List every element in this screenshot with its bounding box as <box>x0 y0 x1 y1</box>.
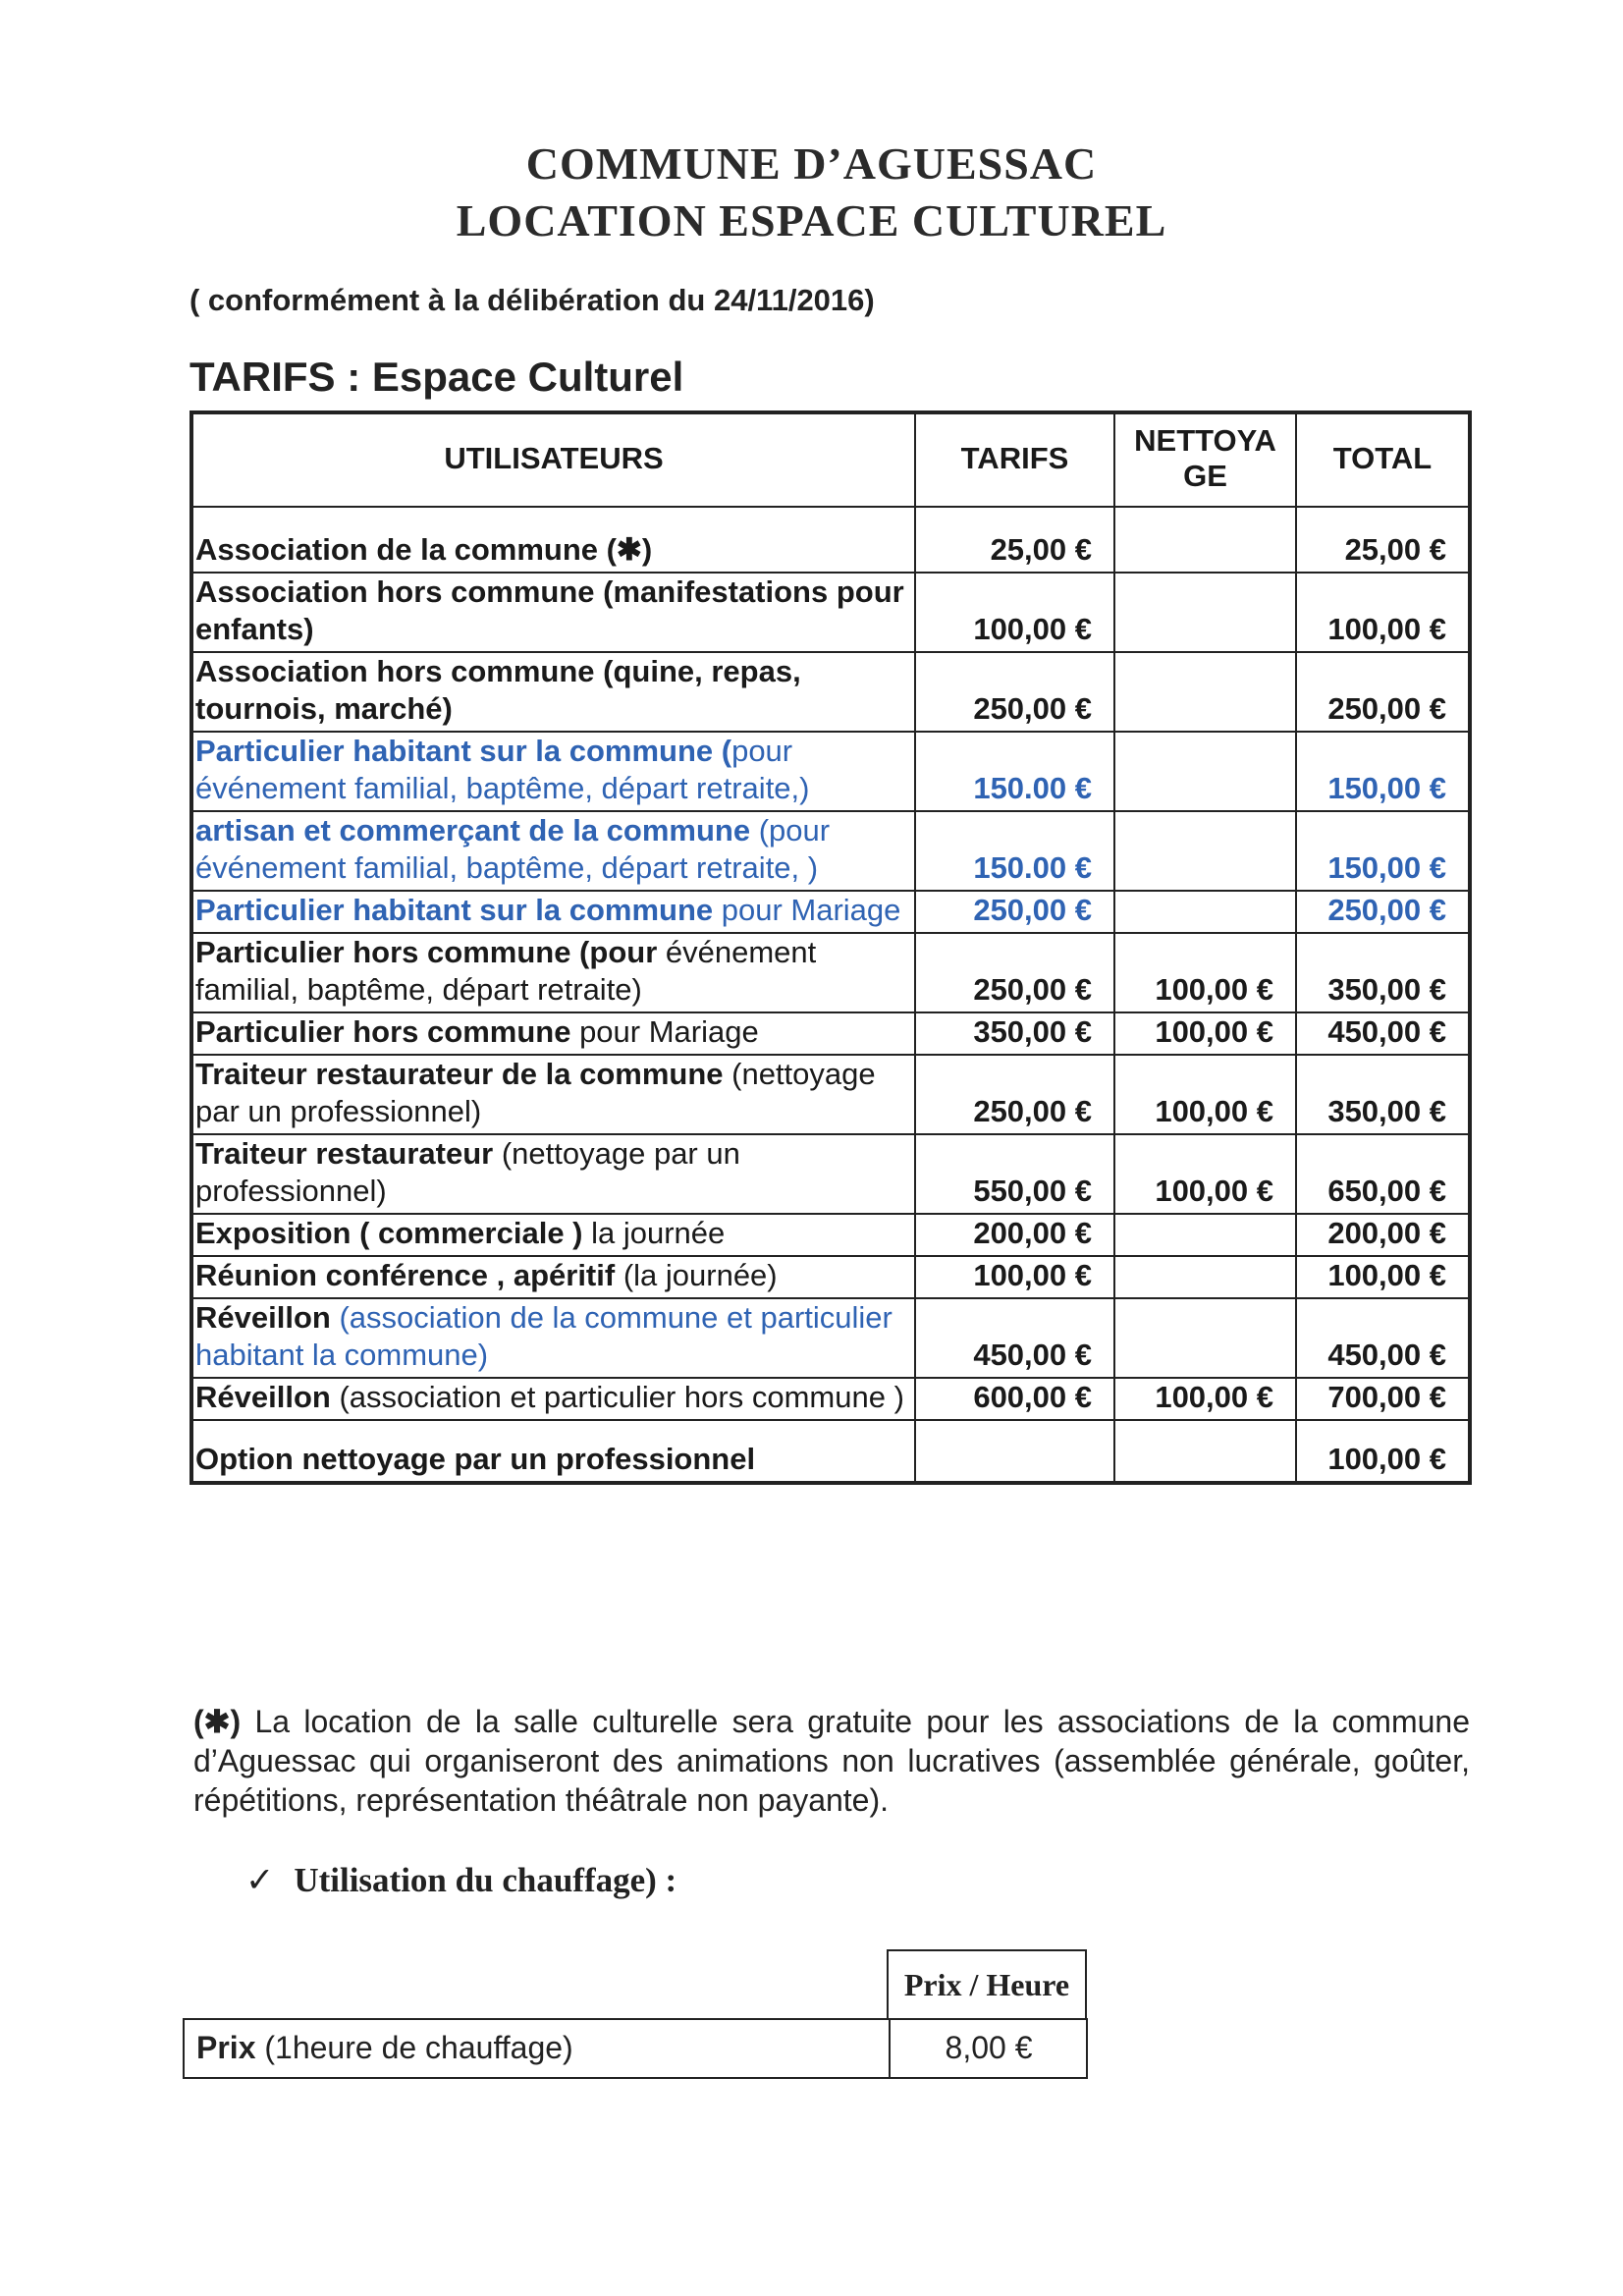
row-user-bold: Association hors commune (quine, repas, tournois, marché) <box>195 654 801 726</box>
table-row <box>191 1378 1470 1420</box>
row-tarif: 350,00 € <box>915 1012 1114 1055</box>
row-total: 100,00 € <box>1296 573 1470 652</box>
row-nettoyage <box>1114 573 1296 652</box>
heating-price: 8,00 € <box>945 2030 1033 2065</box>
row-user <box>191 891 915 933</box>
row-user-detail: (association et particulier hors commune ) <box>330 1380 904 1414</box>
row-nettoyage <box>1114 1214 1296 1256</box>
row-user <box>191 811 915 891</box>
heating-title <box>245 1861 676 1900</box>
table-row <box>191 507 1470 573</box>
row-total: 650,00 € <box>1296 1134 1470 1214</box>
row-user-detail: pour Mariage <box>713 893 901 927</box>
table-row <box>191 811 1470 891</box>
heating-row <box>183 2018 1088 2079</box>
row-nettoyage <box>1114 811 1296 891</box>
row-total: 350,00 € <box>1296 933 1470 1012</box>
row-tarif: 250,00 € <box>915 891 1114 933</box>
row-user <box>191 1134 915 1214</box>
row-user-detail: (nettoyage par un professionnel) <box>195 1057 876 1128</box>
row-user <box>191 1012 915 1055</box>
table-row <box>191 1134 1470 1214</box>
row-tarif: 150.00 € <box>915 732 1114 811</box>
row-user-detail: événement familial, baptême, départ retraite) <box>195 935 817 1007</box>
row-user-bold: artisan et commerçant de la commune <box>195 813 751 847</box>
footnote <box>193 1702 1470 1820</box>
row-total: 100,00 € <box>1296 1256 1470 1298</box>
row-nettoyage: 100,00 € <box>1114 933 1296 1012</box>
row-user-bold: Particulier habitant sur la commune <box>195 893 714 927</box>
row-user <box>191 1420 915 1483</box>
row-nettoyage <box>1114 891 1296 933</box>
row-nettoyage: 100,00 € <box>1114 1012 1296 1055</box>
table-row <box>191 1298 1470 1378</box>
row-user <box>191 1256 915 1298</box>
row-tarif: 250,00 € <box>915 652 1114 732</box>
row-user <box>191 507 915 573</box>
row-nettoyage <box>1114 732 1296 811</box>
footnote-text: La location de la salle culturelle sera gratuite pour les associations de la commune d’Aguessac qui organiseront des animations non lucratives (assemblée générale, goûter, répétitions, représentation théâtrale non payante). <box>193 1704 1470 1818</box>
row-total: 100,00 € <box>1296 1420 1470 1483</box>
heating-label-bold: Prix <box>196 2030 256 2065</box>
table-row <box>191 933 1470 1012</box>
header-users: UTILISATEURS <box>191 412 915 507</box>
row-total: 450,00 € <box>1296 1298 1470 1378</box>
row-nettoyage <box>1114 652 1296 732</box>
row-user-bold: Réunion conférence , apéritif <box>195 1258 616 1292</box>
heating-price-header: Prix / Heure <box>887 1949 1087 2018</box>
row-user <box>191 732 915 811</box>
table-row <box>191 1214 1470 1256</box>
row-user-detail: pour Mariage <box>570 1014 759 1049</box>
row-total: 150,00 € <box>1296 732 1470 811</box>
row-user-detail: pour événement familial, baptême, départ retraite,) <box>195 734 810 805</box>
row-tarif <box>915 1420 1114 1483</box>
row-tarif: 450,00 € <box>915 1298 1114 1378</box>
heating-label <box>196 2030 573 2066</box>
row-tarif: 100,00 € <box>915 1256 1114 1298</box>
table-row <box>191 891 1470 933</box>
row-user-detail: (nettoyage par un professionnel) <box>195 1136 740 1208</box>
row-user <box>191 933 915 1012</box>
row-tarif: 250,00 € <box>915 1055 1114 1134</box>
header-tarifs: TARIFS <box>915 412 1114 507</box>
row-user-bold: Association de la commune (✱) <box>195 532 653 567</box>
row-user-bold: Particulier hors commune <box>195 1014 571 1049</box>
row-nettoyage: 100,00 € <box>1114 1055 1296 1134</box>
row-total: 450,00 € <box>1296 1012 1470 1055</box>
title-line-1: COMMUNE D’AGUESSAC <box>525 138 1098 189</box>
row-user-bold: Particulier hors commune (pour <box>195 935 658 969</box>
row-total: 250,00 € <box>1296 652 1470 732</box>
table-row <box>191 1420 1470 1483</box>
header-nettoyage: NETTOYA GE <box>1114 412 1296 507</box>
row-user-bold: Traiteur restaurateur <box>195 1136 494 1171</box>
check-icon: ✓ <box>245 1861 275 1900</box>
deliberation-subtitle: ( conformément à la délibération du 24/11/2016) <box>189 283 875 317</box>
row-user-bold: Exposition ( commerciale ) <box>195 1216 583 1250</box>
heating-label-detail: (1heure de chauffage) <box>255 2030 573 2065</box>
row-user-detail: (pour événement familial, baptême, départ retraite, ) <box>195 813 831 885</box>
row-user <box>191 1298 915 1378</box>
row-user <box>191 652 915 732</box>
row-total: 150,00 € <box>1296 811 1470 891</box>
heating-title-text: Utilisation du chauffage) : <box>294 1861 677 1899</box>
row-total: 200,00 € <box>1296 1214 1470 1256</box>
row-total: 350,00 € <box>1296 1055 1470 1134</box>
row-user-detail: la journée <box>582 1216 726 1250</box>
heating-divider <box>889 2020 891 2077</box>
row-nettoyage <box>1114 1256 1296 1298</box>
row-user <box>191 573 915 652</box>
row-tarif: 550,00 € <box>915 1134 1114 1214</box>
row-tarif: 150.00 € <box>915 811 1114 891</box>
section-title: TARIFS : Espace Culturel <box>189 354 684 400</box>
row-user <box>191 1055 915 1134</box>
row-nettoyage <box>1114 1298 1296 1378</box>
title-line-2: LOCATION ESPACE CULTUREL <box>456 195 1167 246</box>
row-nettoyage <box>1114 507 1296 573</box>
row-user-bold: Option nettoyage par un professionnel <box>195 1442 756 1476</box>
row-user <box>191 1214 915 1256</box>
row-total: 25,00 € <box>1296 507 1470 573</box>
table-row <box>191 732 1470 811</box>
table-header-row <box>191 412 1470 507</box>
row-user <box>191 1378 915 1420</box>
row-tarif: 250,00 € <box>915 933 1114 1012</box>
row-user-bold: Réveillon <box>195 1380 331 1414</box>
row-nettoyage <box>1114 1420 1296 1483</box>
footnote-marker: (✱) <box>193 1704 242 1739</box>
tarifs-table <box>189 410 1472 1485</box>
table-row <box>191 1012 1470 1055</box>
header-total: TOTAL <box>1296 412 1470 507</box>
row-total: 250,00 € <box>1296 891 1470 933</box>
table-row <box>191 1256 1470 1298</box>
row-user-bold: Réveillon <box>195 1300 331 1335</box>
row-user-bold: Traiteur restaurateur de la commune <box>195 1057 724 1091</box>
table-row <box>191 573 1470 652</box>
row-tarif: 25,00 € <box>915 507 1114 573</box>
table-row <box>191 652 1470 732</box>
table-row <box>191 1055 1470 1134</box>
row-total: 700,00 € <box>1296 1378 1470 1420</box>
row-user-detail: (association de la commune et particulier habitant la commune) <box>195 1300 893 1372</box>
row-nettoyage: 100,00 € <box>1114 1134 1296 1214</box>
row-user-bold: Association hors commune (manifestations pour enfants) <box>195 574 904 646</box>
row-tarif: 100,00 € <box>915 573 1114 652</box>
row-tarif: 200,00 € <box>915 1214 1114 1256</box>
row-user-detail: (la journée) <box>615 1258 778 1292</box>
row-nettoyage: 100,00 € <box>1114 1378 1296 1420</box>
row-user-bold: Particulier habitant sur la commune ( <box>195 734 732 768</box>
row-tarif: 600,00 € <box>915 1378 1114 1420</box>
